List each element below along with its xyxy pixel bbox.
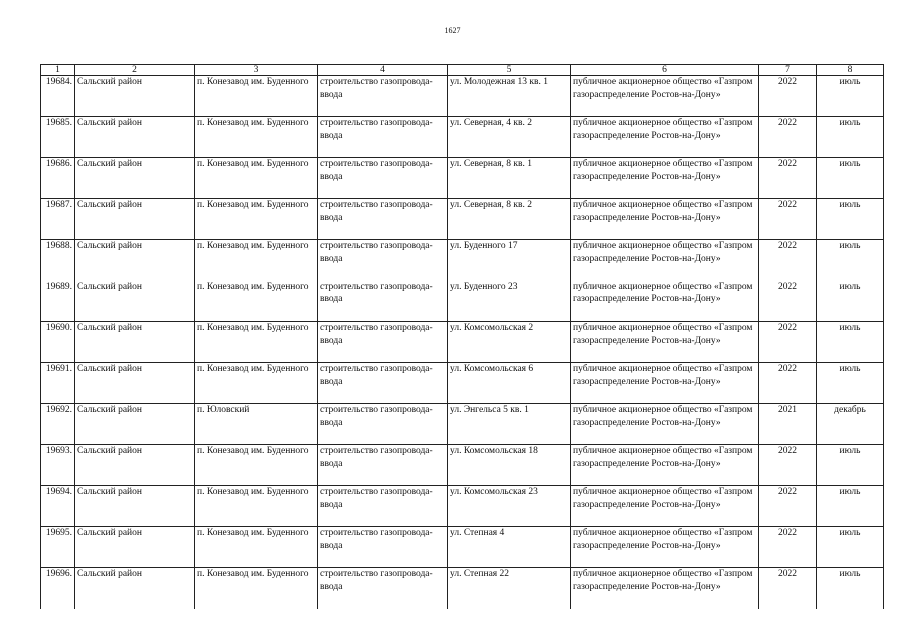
column-header: 8 [817,65,884,76]
row-number: 19692. [41,404,75,445]
work-type-cell: строительство газопровода-ввода [318,158,448,199]
district-cell: Сальский район [75,445,195,486]
year-cell: 2022 [759,445,817,486]
year-cell: 2022 [759,322,817,363]
year-cell: 2022 [759,486,817,527]
year-cell: 2022 [759,76,817,117]
row-number: 19689. [41,281,75,322]
address-cell: ул. Северная, 4 кв. 2 [448,117,571,158]
district-cell: Сальский район [75,158,195,199]
row-number: 19693. [41,445,75,486]
row-number: 19691. [41,363,75,404]
work-type-cell: строительство газопровода-ввода [318,486,448,527]
table-row [41,486,884,527]
settlement-cell: п. Конезавод им. Буденного [195,568,318,609]
address-cell: ул. Энгельса 5 кв. 1 [448,404,571,445]
work-type-cell: строительство газопровода-ввода [318,363,448,404]
month-cell: июль [817,240,884,281]
organization-cell: публичное акционерное общество «Газпром газораспределение Ростов-на-Дону» [571,568,759,609]
settlement-cell: п. Конезавод им. Буденного [195,117,318,158]
organization-cell: публичное акционерное общество «Газпром газораспределение Ростов-на-Дону» [571,363,759,404]
column-header: 1 [41,65,75,76]
work-type-cell: строительство газопровода-ввода [318,117,448,158]
table-body [41,76,884,609]
table-row [41,76,884,117]
district-cell: Сальский район [75,568,195,609]
address-cell: ул. Комсомольская 23 [448,486,571,527]
settlement-cell: п. Конезавод им. Буденного [195,527,318,568]
district-cell: Сальский район [75,404,195,445]
address-cell: ул. Северная, 8 кв. 2 [448,199,571,240]
district-cell: Сальский район [75,240,195,281]
column-header: 7 [759,65,817,76]
organization-cell: публичное акционерное общество «Газпром газораспределение Ростов-на-Дону» [571,527,759,568]
table-row [41,445,884,486]
organization-cell: публичное акционерное общество «Газпром газораспределение Ростов-на-Дону» [571,158,759,199]
settlement-cell: п. Конезавод им. Буденного [195,363,318,404]
district-cell: Сальский район [75,527,195,568]
row-number: 19694. [41,486,75,527]
work-type-cell: строительство газопровода-ввода [318,568,448,609]
work-type-cell: строительство газопровода-ввода [318,527,448,568]
work-type-cell: строительство газопровода-ввода [318,404,448,445]
month-cell: июль [817,445,884,486]
address-cell: ул. Буденного 17 [448,240,571,281]
row-number: 19687. [41,199,75,240]
address-cell: ул. Молодежная 13 кв. 1 [448,76,571,117]
address-cell: ул. Комсомольская 18 [448,445,571,486]
month-cell: июль [817,199,884,240]
organization-cell: публичное акционерное общество «Газпром газораспределение Ростов-на-Дону» [571,76,759,117]
table-row [41,404,884,445]
table-row [41,117,884,158]
organization-cell: публичное акционерное общество «Газпром газораспределение Ростов-на-Дону» [571,240,759,281]
year-cell: 2022 [759,199,817,240]
year-cell: 2021 [759,404,817,445]
address-cell: ул. Комсомольская 2 [448,322,571,363]
address-cell: ул. Комсомольская 6 [448,363,571,404]
year-cell: 2022 [759,527,817,568]
table-row [41,240,884,281]
row-number: 19688. [41,240,75,281]
month-cell: июль [817,76,884,117]
settlement-cell: п. Конезавод им. Буденного [195,281,318,322]
organization-cell: публичное акционерное общество «Газпром газораспределение Ростов-на-Дону» [571,322,759,363]
district-cell: Сальский район [75,76,195,117]
table-row [41,568,884,609]
work-type-cell: строительство газопровода-ввода [318,322,448,363]
register-table [40,64,884,609]
month-cell: июль [817,568,884,609]
organization-cell: публичное акционерное общество «Газпром газораспределение Ростов-на-Дону» [571,281,759,322]
work-type-cell: строительство газопровода-ввода [318,240,448,281]
district-cell: Сальский район [75,117,195,158]
row-number: 19695. [41,527,75,568]
district-cell: Сальский район [75,363,195,404]
table-row [41,322,884,363]
column-header: 5 [448,65,571,76]
organization-cell: публичное акционерное общество «Газпром газораспределение Ростов-на-Дону» [571,199,759,240]
row-number: 19690. [41,322,75,363]
year-cell: 2022 [759,281,817,322]
table-row [41,281,884,322]
page-number: 1627 [444,26,461,35]
year-cell: 2022 [759,363,817,404]
table-row [41,158,884,199]
column-number-row [41,65,884,76]
month-cell: июль [817,322,884,363]
settlement-cell: п. Конезавод им. Буденного [195,445,318,486]
month-cell: декабрь [817,404,884,445]
organization-cell: публичное акционерное общество «Газпром газораспределение Ростов-на-Дону» [571,486,759,527]
table-row [41,199,884,240]
year-cell: 2022 [759,240,817,281]
district-cell: Сальский район [75,322,195,363]
address-cell: ул. Степная 22 [448,568,571,609]
row-number: 19685. [41,117,75,158]
organization-cell: публичное акционерное общество «Газпром газораспределение Ростов-на-Дону» [571,404,759,445]
year-cell: 2022 [759,158,817,199]
month-cell: июль [817,486,884,527]
settlement-cell: п. Конезавод им. Буденного [195,76,318,117]
work-type-cell: строительство газопровода-ввода [318,199,448,240]
month-cell: июль [817,363,884,404]
settlement-cell: п. Конезавод им. Буденного [195,199,318,240]
column-header: 4 [318,65,448,76]
district-cell: Сальский район [75,486,195,527]
month-cell: июль [817,158,884,199]
month-cell: июль [817,281,884,322]
month-cell: июль [817,527,884,568]
settlement-cell: п. Конезавод им. Буденного [195,240,318,281]
year-cell: 2022 [759,568,817,609]
district-cell: Сальский район [75,281,195,322]
settlement-cell: п. Конезавод им. Буденного [195,322,318,363]
year-cell: 2022 [759,117,817,158]
month-cell: июль [817,117,884,158]
row-number: 19696. [41,568,75,609]
table-row [41,363,884,404]
address-cell: ул. Северная, 8 кв. 1 [448,158,571,199]
organization-cell: публичное акционерное общество «Газпром газораспределение Ростов-на-Дону» [571,117,759,158]
organization-cell: публичное акционерное общество «Газпром газораспределение Ростов-на-Дону» [571,445,759,486]
column-header: 2 [75,65,195,76]
address-cell: ул. Степная 4 [448,527,571,568]
column-header: 3 [195,65,318,76]
settlement-cell: п. Конезавод им. Буденного [195,158,318,199]
settlement-cell: п. Конезавод им. Буденного [195,486,318,527]
work-type-cell: строительство газопровода-ввода [318,76,448,117]
row-number: 19684. [41,76,75,117]
column-header: 6 [571,65,759,76]
address-cell: ул. Буденного 23 [448,281,571,322]
work-type-cell: строительство газопровода-ввода [318,281,448,322]
table-row [41,527,884,568]
settlement-cell: п. Юловский [195,404,318,445]
work-type-cell: строительство газопровода-ввода [318,445,448,486]
row-number: 19686. [41,158,75,199]
district-cell: Сальский район [75,199,195,240]
